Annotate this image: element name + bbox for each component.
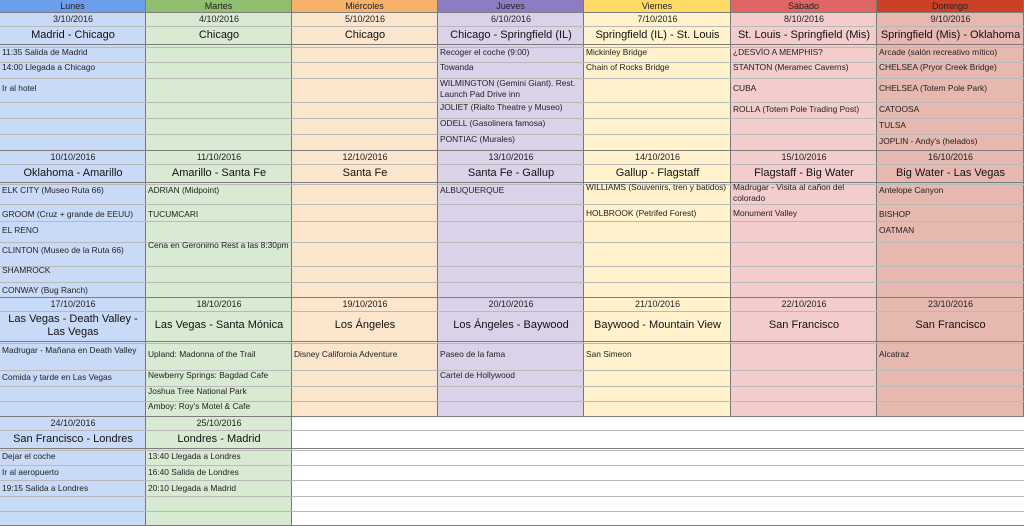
activity-cell[interactable]: Ir al hotel	[2, 83, 37, 93]
date-cell[interactable]: 15/10/2016	[781, 152, 827, 162]
date-cell[interactable]: 13/10/2016	[488, 152, 534, 162]
date-cell[interactable]: 25/10/2016	[196, 418, 242, 428]
route-title-cell[interactable]: San Francisco	[915, 319, 986, 331]
activity-cell[interactable]: 14:00 Llegada a Chicago	[2, 62, 96, 72]
grid-line	[0, 266, 1024, 267]
route-title-cell[interactable]: Amarillo - Santa Fe	[171, 167, 267, 179]
activity-cell[interactable]: Towanda	[440, 62, 474, 72]
activity-cell[interactable]: ADRIAN (Midpoint)	[148, 185, 220, 195]
route-title-cell[interactable]: St. Louis - Springfield (Mis)	[737, 29, 871, 41]
activity-cell[interactable]: ODELL (Gasolinera famosa)	[440, 118, 546, 128]
date-cell[interactable]: 8/10/2016	[783, 14, 825, 24]
date-cell[interactable]: 3/10/2016	[52, 14, 94, 24]
activity-cell[interactable]: OATMAN	[879, 225, 915, 235]
day-saturday-header: Sábado	[731, 0, 877, 12]
activity-cell[interactable]: Upland: Madonna of the Trail	[148, 349, 256, 359]
date-cell[interactable]: 16/10/2016	[927, 152, 974, 162]
day-tuesday-header: Martes	[146, 0, 292, 12]
route-title-cell[interactable]: Gallup - Flagstaff	[615, 167, 700, 179]
date-cell[interactable]: 20/10/2016	[488, 299, 534, 309]
route-title-cell[interactable]: Springfield (Mis) - Oklahoma	[880, 29, 1021, 41]
activity-cell[interactable]: BISHOP	[879, 209, 911, 219]
activity-cell[interactable]: San Simeon	[586, 349, 632, 359]
date-cell[interactable]: 21/10/2016	[634, 299, 681, 309]
grid-line	[0, 430, 1024, 431]
date-cell[interactable]: 4/10/2016	[198, 14, 240, 24]
activity-cell[interactable]: 19:15 Salida a Londres	[2, 483, 89, 493]
grid-line	[0, 511, 1024, 512]
activity-cell[interactable]: ¿DESVÍO A MEMPHIS?	[733, 47, 823, 57]
activity-cell[interactable]: Ir al aeropuerto	[2, 467, 59, 477]
empty-cells	[292, 416, 1024, 526]
grid-line	[0, 480, 1024, 481]
activity-cell[interactable]: Disney California Adventure	[294, 349, 398, 359]
grid-line	[0, 311, 1024, 312]
route-title-cell[interactable]: Baywood - Mountain View	[594, 319, 721, 331]
date-cell[interactable]: 14/10/2016	[634, 152, 681, 162]
grid-line	[0, 343, 1024, 344]
route-title-cell[interactable]: Oklahoma - Amarillo	[23, 167, 123, 179]
activity-cell[interactable]: Joshua Tree National Park	[148, 386, 247, 396]
route-title-cell[interactable]: Chicago	[344, 29, 386, 41]
activity-cell[interactable]: CONWAY (Bug Ranch)	[2, 285, 88, 295]
grid-line	[0, 341, 1024, 342]
activity-cell[interactable]: Mickinley Bridge	[586, 47, 647, 57]
route-title-cell[interactable]: Chicago	[198, 29, 240, 41]
date-cell[interactable]: 10/10/2016	[50, 152, 96, 162]
route-title-cell[interactable]: San Francisco - Londres	[13, 433, 133, 445]
activity-cell[interactable]: 11:35 Salida de Madrid	[2, 47, 88, 57]
day-sunday-header: Domingo	[877, 0, 1024, 12]
date-cell[interactable]: 11/10/2016	[196, 152, 242, 162]
day-wednesday-header: Miércoles	[292, 0, 438, 12]
activity-cell[interactable]: Newberry Springs: Bagdad Cafe	[148, 370, 269, 380]
date-cell[interactable]: 12/10/2016	[342, 152, 388, 162]
activity-cell[interactable]: CLINTON (Museo de la Ruta 66)	[2, 245, 124, 255]
activity-cell[interactable]: 16:40 Salida de Londres	[148, 467, 239, 477]
grid-line	[0, 448, 1024, 449]
activity-cell[interactable]: JOLIET (Rialto Theatre y Museo)	[440, 102, 563, 112]
activity-cell[interactable]: Amboy: Roy's Motel & Cafe	[148, 401, 251, 411]
activity-cell[interactable]: Dejar el coche	[2, 451, 56, 461]
date-cell[interactable]: 24/10/2016	[50, 418, 96, 428]
activity-cell[interactable]: STANTON (Meramec Caverns)	[733, 62, 849, 72]
date-cell[interactable]: 19/10/2016	[342, 299, 388, 309]
activity-cell[interactable]: SHAMROCK	[2, 265, 51, 275]
activity-cell[interactable]: TUCUMCARI	[148, 209, 199, 219]
activity-cell[interactable]: PONTIAC (Murales)	[440, 134, 515, 144]
grid-line	[0, 44, 1024, 45]
activity-cell[interactable]: Monument Valley	[733, 208, 798, 218]
route-title-cell[interactable]: Springfield (IL) - St. Louis	[595, 29, 720, 41]
route-title-cell[interactable]: Chicago - Springfield (IL)	[450, 29, 572, 41]
activity-cell[interactable]: CHELSEA (Totem Pole Park)	[879, 83, 987, 93]
activity-cell[interactable]: HOLBROOK (Petrifed Forest)	[586, 208, 697, 218]
activity-cell[interactable]: EL RENO	[2, 225, 39, 235]
activity-cell[interactable]: Alcatraz	[879, 349, 910, 359]
activity-cell[interactable]: Arcade (salón recreativo mítico)	[879, 47, 998, 57]
activity-cell[interactable]: TULSA	[879, 120, 906, 130]
grid-line	[0, 465, 1024, 466]
activity-cell[interactable]: ROLLA (Totem Pole Trading Post)	[733, 104, 860, 114]
date-cell[interactable]: 5/10/2016	[344, 14, 386, 24]
day-monday-header: Lunes	[0, 0, 146, 12]
activity-cell[interactable]: GROOM (Cruz + grande de EEUU)	[2, 209, 134, 219]
activity-cell[interactable]: CATOOSA	[879, 104, 920, 114]
activity-cell[interactable]: 13:40 Llegada a Londres	[148, 451, 241, 461]
route-title-cell[interactable]: Las Vegas - Santa Mónica	[154, 319, 284, 331]
activity-cell[interactable]: 20:10 Llegada a Madrid	[148, 483, 237, 493]
activity-cell[interactable]: Chain of Rocks Bridge	[586, 62, 670, 72]
day-thursday-header: Jueves	[438, 0, 584, 12]
activity-cell[interactable]: ALBUQUERQUE	[440, 185, 505, 195]
day-friday-header: Viernes	[584, 0, 731, 12]
route-title-cell[interactable]: Santa Fe	[342, 167, 388, 179]
activity-cell[interactable]: Madrugar - Visita al cañon del colorado	[733, 182, 845, 203]
date-cell[interactable]: 23/10/2016	[927, 299, 974, 309]
route-title-cell[interactable]: San Francisco	[768, 319, 840, 331]
activity-cell[interactable]: Paseo de la fama	[440, 349, 506, 359]
activity-cell[interactable]: Cartel de Hollywood	[440, 370, 515, 380]
route-title-cell[interactable]: Las Vegas - Death Valley - Las Vegas	[8, 313, 138, 338]
date-cell[interactable]: 17/10/2016	[50, 299, 96, 309]
activity-cell[interactable]: Cena en Geronimo Rest a las 8:30pm	[148, 240, 289, 250]
route-title-cell[interactable]: Flagstaff - Big Water	[754, 167, 854, 179]
grid-line	[0, 164, 1024, 165]
date-cell[interactable]: 18/10/2016	[196, 299, 242, 309]
date-cell[interactable]: 7/10/2016	[637, 14, 678, 24]
grid-line	[0, 496, 1024, 497]
route-title-cell[interactable]: Los Ángeles	[334, 319, 396, 331]
activity-cell[interactable]: CHELSEA (Pryor Creek Bridge)	[879, 62, 997, 72]
grid-line	[0, 26, 1024, 27]
route-title-cell[interactable]: Los Ángeles - Baywood	[453, 319, 569, 331]
date-cell[interactable]: 22/10/2016	[781, 299, 827, 309]
route-title-cell[interactable]: Santa Fe - Gallup	[467, 167, 555, 179]
grid-line	[0, 204, 1024, 205]
route-title-cell[interactable]: Madrid - Chicago	[31, 29, 115, 41]
route-title-cell[interactable]: Londres - Madrid	[177, 433, 261, 445]
activity-cell[interactable]: Comida y tarde en Las Vegas	[2, 372, 112, 382]
grid-line	[0, 282, 1024, 283]
activity-cell[interactable]: WILLIAMS (Souvenirs, tren y batidos)	[586, 182, 727, 192]
date-cell[interactable]: 9/10/2016	[930, 14, 971, 24]
activity-cell[interactable]: Antelope Canyon	[879, 185, 944, 195]
activity-cell[interactable]: WILMINGTON (Gemini Giant). Rest. Launch Pad Drive inn	[440, 78, 576, 99]
activity-cell[interactable]: CUBA	[733, 83, 757, 93]
activity-cell[interactable]: ELK CITY (Museo Ruta 66)	[2, 185, 104, 195]
activity-cell[interactable]: Madrugar - Mañana en Death Valley	[2, 345, 137, 355]
date-cell[interactable]: 6/10/2016	[490, 14, 532, 24]
route-title-cell[interactable]: Big Water - Las Vegas	[895, 167, 1006, 179]
activity-cell[interactable]: JOPLIN - Andy's (helados)	[879, 136, 978, 146]
activity-cell[interactable]: Recoger el coche (9:00)	[440, 47, 530, 57]
grid-line	[0, 221, 1024, 222]
